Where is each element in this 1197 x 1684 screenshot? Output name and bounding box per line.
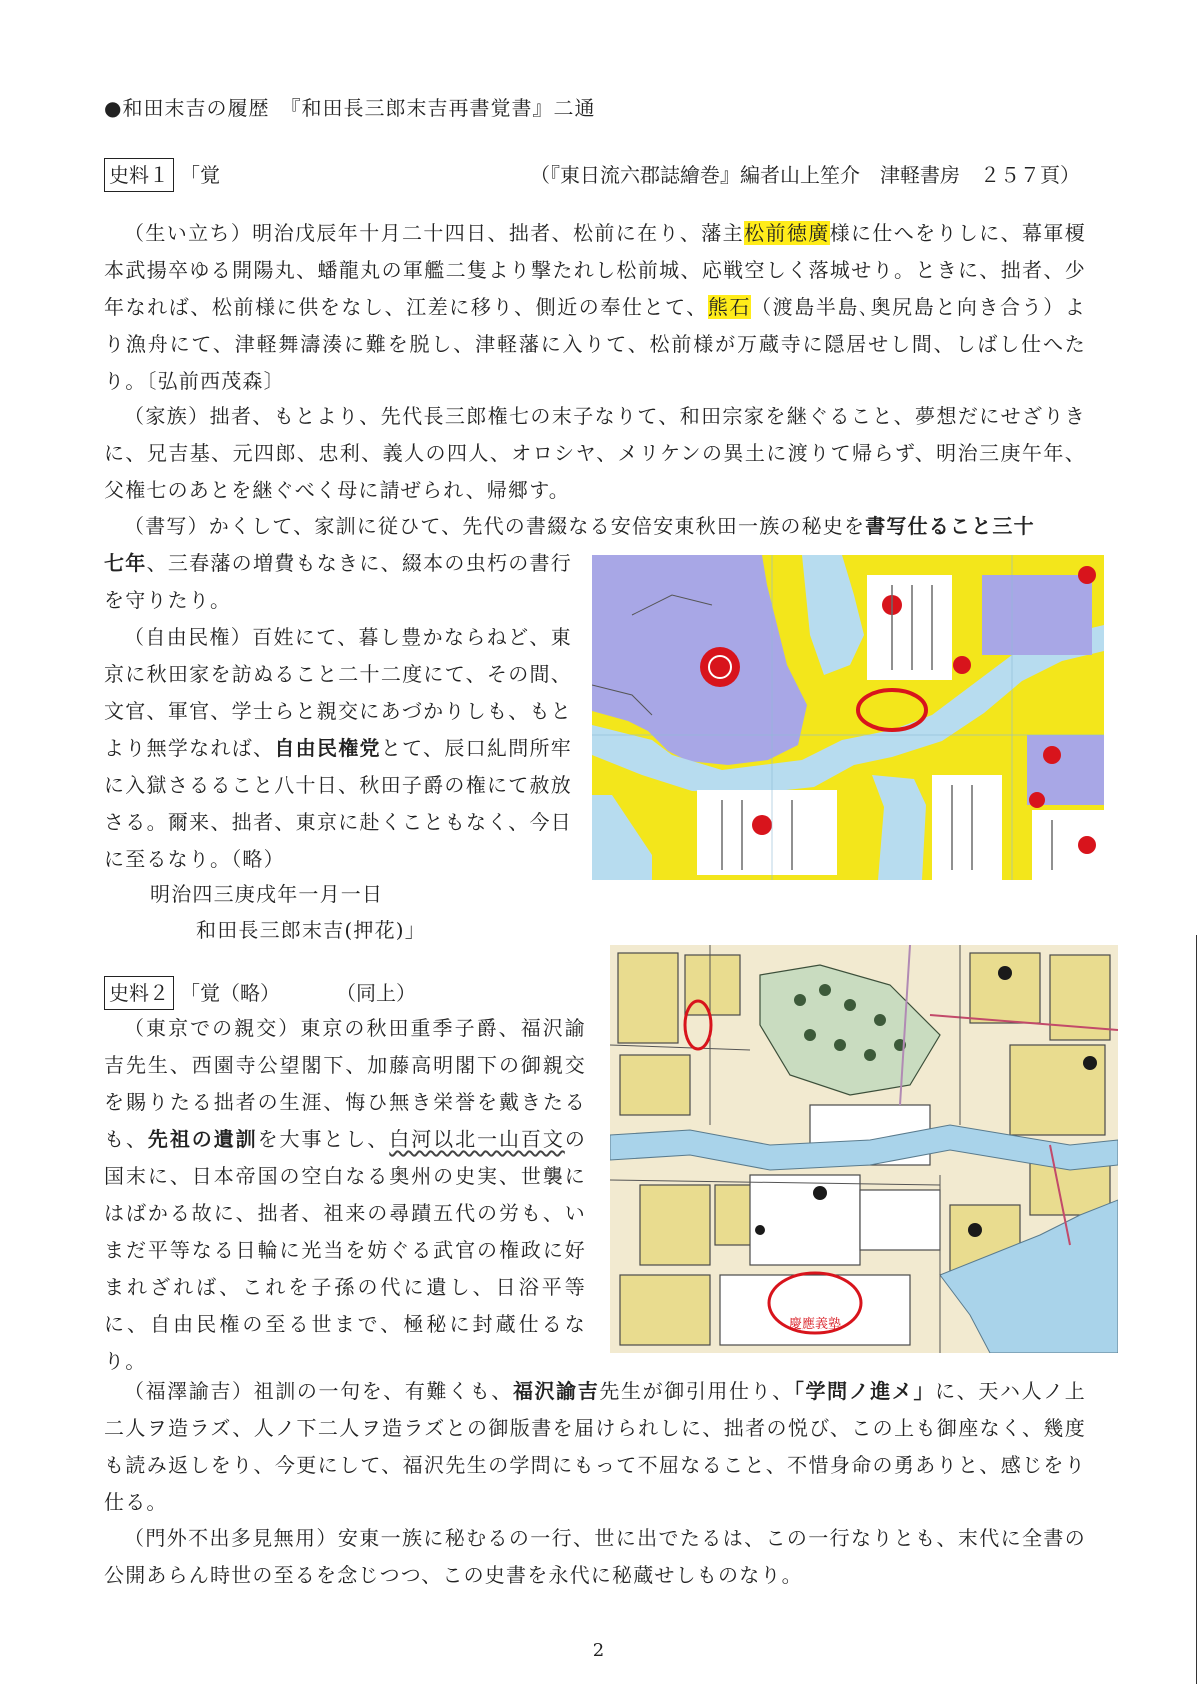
paragraph-family: （家族）拙者、もとより、先代長三郎権七の末子なりて、和田宗家を継ぐること、夢想だにせざりきに、兄吉基、元四郎、忠利、義人の四人、オロシヤ、メリケンの異土に渡りて帰らず、明治三庚午年、父権七のあとを継ぐべく母に請ぜられ、帰郷す。 [104, 404, 1086, 502]
source1-heading [104, 158, 1084, 198]
keio-gijuku-label: 慶應義塾 [788, 1317, 842, 1332]
civil-rights-party-bold: 自由民権党 [274, 736, 381, 760]
paragraph-civil-rights: （自由民権）百姓にて、暮し豊かならねど、東京に秋田家を訪ぬること二十二度にて、その間、文官、軍官、学士らと親交にあづかりしも、もとより無学なれば、自由民権党とて、辰口糺問所牢に入獄さるること八十日、秋田子爵の権にて赦放さる。爾来、拙者、東京に赴くこともなく、今日に至るなり。（略） [104, 625, 572, 871]
map-edo-castle-drawing [592, 555, 1104, 880]
source1-label: 史料１ [104, 158, 174, 192]
paragraph-upbringing: （生い立ち）明治戊辰年十月二十四日、拙者、松前に在り、藩主松前徳廣様に仕へをりしに、幕軍榎本武揚卒ゆる開陽丸、蟠龍丸の軍艦二隻より撃たれし松前城、応戦空しく落城せり。ときに、拙者、少年なれば、松前様に供をなし、江差に移り、側近の奉仕とて、熊石（渡島半島､奥尻島と向き合う）より漁舟にて、津軽舞濤湊に難を脱し、津軽藩に入りて、松前様が万蔵寺に隠居せし間、しばし仕へたり。〔弘前西茂森〕 [104, 221, 1087, 393]
source1-head: 「覚 [180, 163, 220, 187]
source2-citation: （同上） [336, 981, 416, 1005]
highlight-matsumae-norihiro: 松前徳廣 [744, 221, 830, 245]
highlight-kumaishi: 熊石 [707, 295, 752, 319]
ancestor-instruction-bold: 先祖の遺訓 [147, 1127, 258, 1151]
document-title: ●和田末吉の履歴 『和田長三郎末吉再書覚書』二通 [104, 96, 596, 120]
map-edo-castle [592, 555, 1104, 880]
fukuzawa-name-bold: 福沢諭吉 [512, 1379, 600, 1403]
paragraph-copying-cont: 七年、三春藩の増費もなきに、綴本の虫朽の書行を守りたり。 [104, 551, 573, 612]
shirakawa-phrase-underlined: 白河以北一山百文 [389, 1127, 565, 1151]
source1-citation: （『東日流六郡誌繪巻』編者山上笙介 津軽書房 ２５７頁） [530, 163, 1080, 187]
map-keio-area [610, 945, 1118, 1353]
signature-name: 和田長三郎末吉(押花)」 [196, 918, 427, 942]
gakumon-title-bold: 「学問ノ進メ」 [793, 1379, 936, 1403]
paragraph-secrecy: （門外不出多見無用）安東一族に秘むるの一行、世に出でたるは、この一行なりとも、末代に全書の公開あらん時世の至るを念じつつ、この史書を永代に秘蔵せしものなり。 [104, 1526, 1086, 1587]
page-number: 2 [592, 1640, 605, 1661]
copying-years-bold: 書写仕ること三十 [865, 514, 1035, 538]
map-keio-area-drawing [610, 945, 1118, 1353]
source2-head: 「覚（略） [180, 981, 280, 1005]
source2-label: 史料２ [104, 976, 174, 1010]
paragraph-tokyo-friends: （東京での親交）東京の秋田重季子爵、福沢諭吉先生、西園寺公望閣下、加藤高明閣下の御親交を賜りたる拙者の生涯、悔ひ無き栄誉を戴きたるも、先祖の遺訓を大事とし、白河以北一山百文の国末に、日本帝国の空白なる奥州の史実、世襲にはばかる故に、拙者、祖来の尋蹟五代の労も、いまだ平等なる日輪に光当を妨ぐる武官の権政に好まれざれば、これを子孫の代に遺し、日浴平等に、自由民権の至る世まで、極秘に封蔵仕るなり。 [104, 1016, 587, 1373]
paragraph-copying-line1: （書写）かくして、家訓に従ひて、先代の書綴なる安倍安東秋田一族の秘史を書写仕ること三十 [124, 514, 1035, 538]
signature-date: 明治四三庚戌年一月一日 [150, 882, 384, 906]
paragraph-fukuzawa: （福澤諭吉）祖訓の一句を、有難くも、福沢諭吉先生が御引用仕り、「学問ノ進メ」に、天ハ人ノ上二人ヲ造ラズ、人ノ下二人ヲ造ラズとの御版書を届けられしに、拙者の悦び、この上も御座なく、幾度も読み返しをり、今更にして、福沢先生の学問にもって不屈なること、不惜身命の勇ありと、感じをり仕る。 [104, 1379, 1086, 1514]
